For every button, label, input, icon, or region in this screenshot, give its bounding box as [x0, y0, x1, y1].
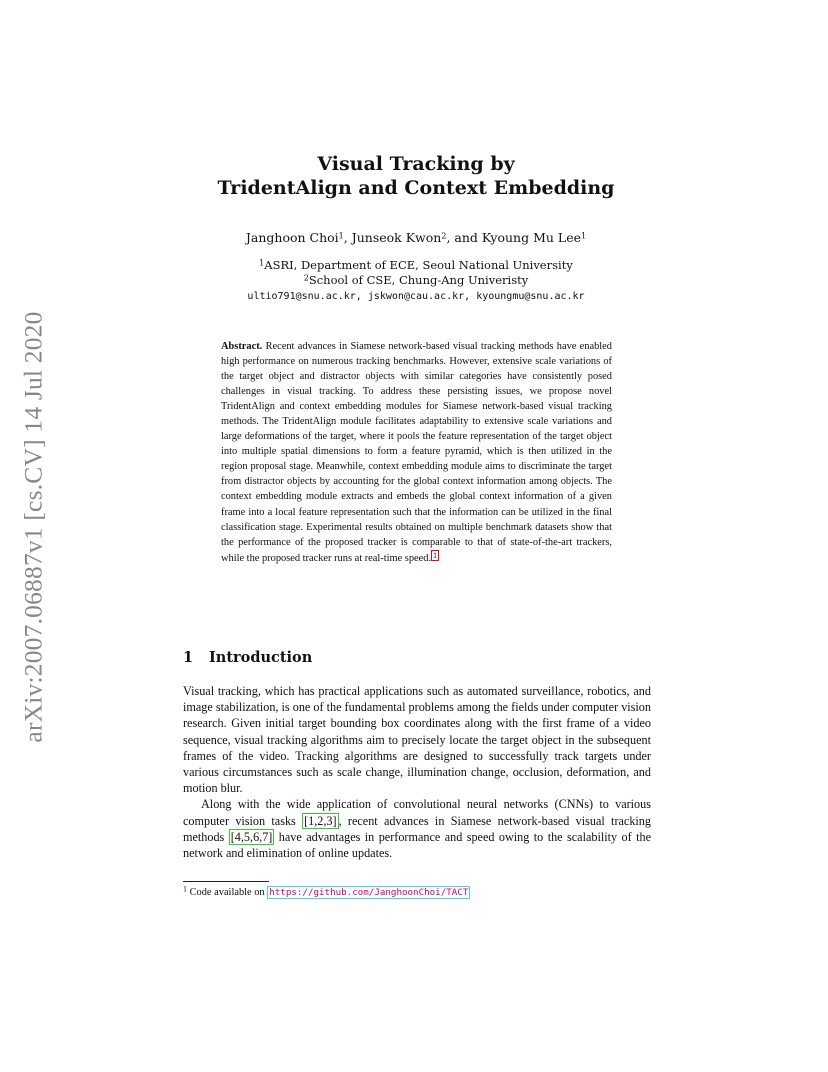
arxiv-identifier-text: arXiv:2007.06887v1 [cs.CV] 14 Jul 2020	[19, 311, 48, 743]
abstract	[221, 339, 612, 566]
paragraph-text: Along with the wide application of convolutional neural networks (CNNs) to various computer vision tasks	[183, 797, 651, 828]
affiliation-line	[150, 258, 682, 273]
footnote-link[interactable]: 1	[433, 550, 438, 560]
author-separator: ,	[343, 230, 352, 245]
arxiv-identifier-stamp	[14, 296, 54, 758]
author-name: Junseok Kwon	[351, 230, 442, 245]
citation-link[interactable]: [4,5,6,7]	[230, 829, 273, 844]
title-line-1: Visual Tracking by	[317, 153, 515, 175]
footnote-divider	[183, 881, 269, 882]
author-list	[150, 229, 682, 247]
affiliation-mark: 1	[259, 258, 265, 268]
paragraph	[183, 796, 651, 861]
footnote-marker: 1	[183, 884, 187, 894]
code-url-link[interactable]: https://github.com/JanghoonChoi/TACT	[269, 887, 469, 898]
author-affiliation-mark: 1	[581, 231, 587, 241]
footnote	[183, 885, 470, 900]
paper-title	[150, 152, 682, 200]
author-separator: , and	[446, 230, 482, 245]
section-heading	[183, 648, 312, 668]
section-number: 1	[183, 649, 194, 666]
author-name: Kyoung Mu Lee	[481, 230, 581, 245]
affiliation-mark: 2	[303, 273, 309, 283]
paragraph-text: have advantages in performance and speed owing to the scalability of the network and elimination of online updates.	[183, 829, 651, 861]
title-line-2: TridentAlign and Context Embedding	[217, 177, 615, 199]
section-title: Introduction	[209, 649, 313, 666]
affiliation-list	[150, 258, 682, 288]
paragraph: Visual tracking, which has practical applications such as automated surveillance, robotics, and image stabilization, is one of the fundamental problems among the fields under computer vision research. Given initial target bounding box coordinates along with the first frame of a video sequence, visual tracking algorithms aim to precisely locate the target object in the subsequent frames of the video. Tracking algorithms are designed to successfully track targets under various circumstances such as scale change, illumination change, occlusion, deformation, and motion blur.	[183, 684, 651, 796]
affiliation-text: School of CSE, Chung-Ang Univeristy	[308, 273, 529, 287]
author-affiliation-mark: 1	[338, 231, 344, 241]
affiliation-line	[150, 273, 682, 288]
paragraph-text: , recent advances in Siamese network-based visual tracking methods	[183, 813, 651, 844]
footnote-text: Code available on	[189, 887, 268, 898]
abstract-text: Recent advances in Siamese network-based visual tracking methods have enabled high performance on numerous tracking benchmarks. However, extensive scale variations of the target object and distractor objects with similar categories have consistently posed challenges in visual tracking. To address these persisting issues, we propose novel TridentAlign and context embedding modules for Siamese network-based visual tracking methods. The TridentAlign module facilitates adaptability to extensive scale variations and large deformations of the target, where it pools the feature representation of the target object into multiple spatial dimensions to form a feature pyramid, which is then utilized in the region proposal stage. Meanwhile, context embedding module aims to discriminate the target from distractor objects by accounting for the global context information among objects. The context embedding module extracts and embeds the global context information of a given frame into a local feature representation such that the information can be utilized in the final classification stage. Experimental results obtained on multiple benchmark datasets show that the performance of the proposed tracker is comparable to that of state-of-the-art trackers, while the proposed tracker runs at real-time speed.	[221, 341, 612, 564]
introduction-body	[183, 683, 651, 861]
abstract-heading: Abstract.	[221, 341, 263, 352]
author-emails: ultio791@snu.ac.kr, jskwon@cau.ac.kr, kyoungmu@snu.ac.kr	[247, 291, 585, 302]
author-name: Janghoon Choi	[245, 230, 339, 245]
affiliation-text: ASRI, Department of ECE, Seoul National University	[264, 258, 573, 272]
author-affiliation-mark: 2	[441, 231, 447, 241]
citation-link[interactable]: [1,2,3]	[304, 813, 337, 828]
